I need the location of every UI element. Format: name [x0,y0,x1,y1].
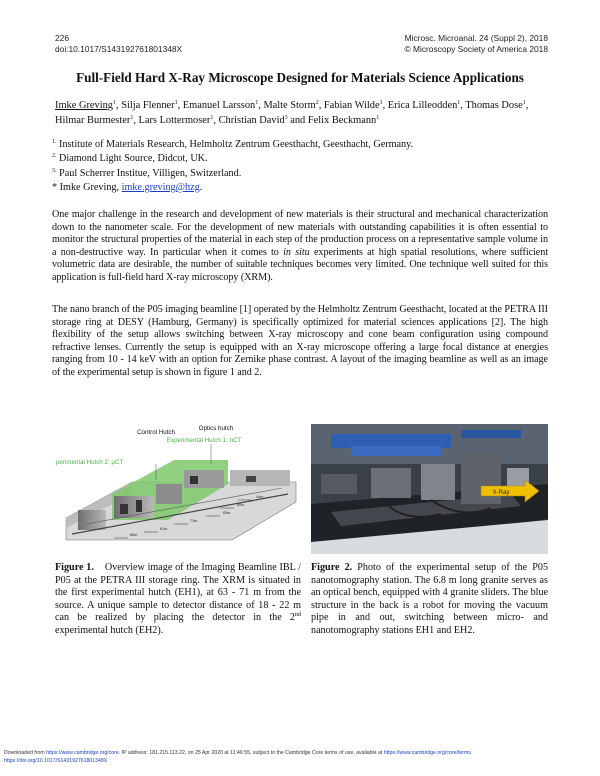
dist-44m: 44m [256,495,264,499]
journal-citation: Microsc. Microanal. 24 (Suppl 2), 2018 [404,33,548,43]
dist-71m: 71m [190,519,198,523]
page-number: 226 [55,33,69,43]
email-link[interactable]: imke.greving@hzg [121,181,200,193]
affiliation-item: $^{2.}$ Diamond Light Source, Didcot, UK. [52,153,208,165]
dist-85m: 85m [130,533,138,537]
affiliation-item: $^{1.}$ Institute of Materials Research, Helmholtz Zentrum Geesthacht, Geesthacht, Germany. [52,139,414,150]
affiliations [52,138,542,195]
author-name: Christian David$^3$ [218,115,288,126]
dist-81m: 81m [160,527,168,531]
footer-link-cambridge[interactable]: https://www.cambridge.org/core [46,750,119,756]
footer-link-doi[interactable]: https://doi.org/10.1017/S143192761801348X [4,757,108,764]
doi: doi:10.1017/S143192761801348X [55,44,183,54]
author-name: Hilmar Burmester$^1$ [55,115,134,126]
page-header-right [405,33,549,55]
figure-2-caption: Figure 2. Photo of the experimental setup of the P05 nanotomography station. The 6.8 m long granite serves as an optical bench, equipped with 4 granite sliders. The blue structure in the back is a robot for moving the vacuum pipe in and out, switching between micro- and nanotomography stations EH1 and EH2. [311,562,549,636]
download-footer: Downloaded from https://www.cambridge.org/core. IP address: 181.215.113.22, on 25 Apr 2020 at 11:46:55, subject to the Cambridge Core terms of use, available at https://www.cambridge.org/core/terms. https://doi.org/10.1017/S143192761801348X [4,750,473,764]
author-name: Emanuel Larsson$^1$ [182,100,259,111]
affiliation-item: $^{3.}$ Paul Scherrer Institue, Villigen, Switzerland. [52,167,242,179]
label-optics-hutch: Optics hutch [198,425,234,432]
figure-1-caption: Figure 1. Overview image of the Imaging Beamline IBL / P05 at the PETRA III storage ring. The XRM is situated in the first experimental hutch (EH1), at 63 - 71 m from the source. A unique sample to detector distance of 18 - 22 m can be realized by placing the detector in the 2nd experimental hutch (EH2). [55,562,301,636]
paragraph-1: One major challenge in the research and development of new materials is their structural and mechanical characterization down to the nanometer scale. For the development of new materials with outstanding capabilities it is often essential to monitor the structural properties of the material in each step of the production process on a representative sample volume in a non-destructive way. In particular when it comes to in situ experiments at high spatial resolutions, where sufficient volumetric data are desirable, the number of suitable techniques becomes very limited. One technique well suited for this application is full-field hard X-ray microscopy (XRM). [52,209,548,283]
author-name: Lars Lottermoser$^1$ [138,115,214,126]
dist-60m: 60m [237,503,245,507]
author-name: Imke Greving$^1$ [55,100,116,111]
figure-2-setup-photo [311,424,548,554]
paper-title: Full-Field Hard X-Ray Microscope Designed for Materials Science Applications [76,70,524,85]
author-name: Erica Lilleodden$^1$ [387,100,461,111]
label-control-hutch: Control Hutch [137,429,175,436]
author-name: Fabian Wilde$^1$ [323,100,383,111]
dist-63m: 63m [223,511,231,515]
author-name: Thomas Dose$^1$ [465,100,526,111]
author-list: Imke Greving$^1$, Silja Flenner$^1$, Emanuel Larsson$^1$, Malte Storm$^2$, Fabian Wilde$^1$, Erica Lilleodden$^1$, Thomas Dose$^1$, Hilmar Burmester$^1$, Lars Lottermoser$^1$, Christian David$^3$ and Felix Beckmann$^1$ [55,100,529,126]
xray-label: X-Ray [492,490,510,496]
page-header-left [55,33,182,55]
copyright: © Microscopy Society of America 2018 [404,44,548,54]
author-name: Malte Storm$^2$ [263,100,319,111]
label-eh1: Experimental Hutch 1: nCT [166,437,242,444]
footer-link-terms[interactable]: https://www.cambridge.org/core/terms [383,750,471,756]
paragraph-2: The nano branch of the P05 imaging beamline [1] operated by the Helmholtz Zentrum Geesthacht, located at the PETRA III storage ring at DESY (Hamburg, Germany) is specifically optimized for material sciences applications [2]. The high flexibility of the setup allows switching between X-ray microscopy and cone beam configuration using compound refractive lenses. Currently the setup is equipped with an X-ray microscope offering a large focal distance at energies ranging from 10 - 14 keV with an option for Zernike phase contrast. A layout of the imaging beamline as well as an image of the experimental setup is shown in figure 1 and 2. [52,304,548,378]
author-name: Silja Flenner$^1$ [121,100,178,111]
label-eh2: Experimental Hutch 2: µCT [56,459,124,466]
figure-1-beamline-diagram [56,424,301,550]
author-name: Felix Beckmann$^1$ [307,115,380,126]
corresponding-author: * Imke Greving, imke.greving@hzg. [52,181,203,193]
